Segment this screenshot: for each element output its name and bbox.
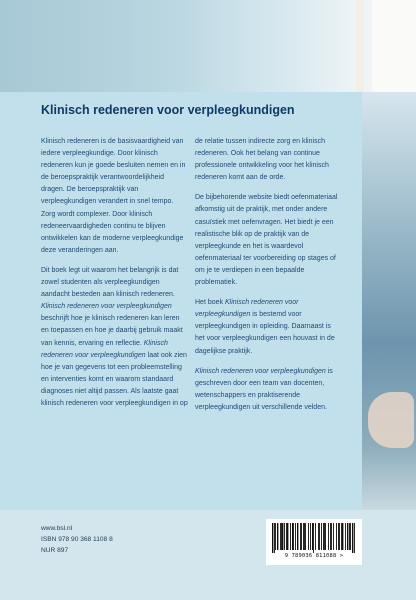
barcode-bar bbox=[342, 523, 343, 550]
barcode-digits: 9 789036 811088 > bbox=[284, 553, 344, 559]
paragraph-text: De bijbehorende website biedt oefenmateriaal afkomstig uit de praktijk, met onder andere casuïstiek met oefenvragen. Het biedt je een realistische blik op de praktijk van de verpleegkunde en het is waardevol oefenmateriaal ter voorbereiding op stages of om je te verdiepen in een bepaalde problematiek. bbox=[195, 194, 338, 287]
cover-footer bbox=[0, 510, 416, 600]
text-column-right bbox=[195, 136, 342, 422]
barcode-bar bbox=[274, 523, 275, 553]
book-title-italic: Klinisch redeneren voor verpleegkundigen bbox=[41, 303, 172, 311]
paragraph-text: Het boek bbox=[195, 299, 225, 307]
barcode-bar bbox=[323, 523, 324, 550]
publisher-website: www.bsl.nl bbox=[41, 525, 73, 532]
barcode-bar bbox=[303, 523, 304, 550]
barcode-bar bbox=[321, 523, 322, 550]
barcode-bar bbox=[305, 523, 306, 550]
barcode-bar bbox=[324, 523, 325, 550]
barcode-bar bbox=[281, 523, 282, 550]
paragraph bbox=[195, 136, 342, 184]
barcode-bar bbox=[290, 523, 291, 550]
barcode-bar bbox=[308, 523, 309, 550]
paragraph bbox=[195, 366, 342, 414]
paragraph bbox=[195, 192, 342, 289]
barcode-bar bbox=[354, 523, 355, 553]
barcode-bar bbox=[331, 523, 332, 550]
barcode-bar bbox=[336, 523, 337, 550]
book-title-italic: Klinisch redeneren voor verpleegkundigen bbox=[41, 339, 168, 359]
barcode-bar bbox=[333, 523, 334, 550]
barcode bbox=[266, 519, 362, 565]
barcode-bar bbox=[293, 523, 294, 550]
barcode-bar bbox=[313, 523, 314, 553]
barcode-bar bbox=[318, 523, 319, 550]
barcode-bar bbox=[325, 523, 326, 550]
barcode-bar bbox=[345, 523, 346, 550]
book-title: Klinisch redeneren voor verpleegkundigen bbox=[41, 103, 295, 117]
paragraph bbox=[41, 136, 188, 257]
barcode-bar bbox=[284, 523, 285, 550]
barcode-bar bbox=[319, 523, 320, 550]
barcode-bar bbox=[338, 523, 339, 550]
text-panel bbox=[0, 92, 362, 510]
paragraph-text: beschrijft hoe je klinisch redeneren kan leren en toepassen en hoe je daarbij gebruik maakt van kennis, ervaring en reflectie. bbox=[41, 315, 183, 347]
paragraph-text: Dit boek legt uit waarom het belangrijk is dat zowel studenten als verpleegkundigen aandacht besteden aan klinisch redeneren. bbox=[41, 266, 179, 299]
barcode-bar bbox=[272, 523, 273, 553]
barcode-bar bbox=[330, 523, 331, 550]
isbn-number: ISBN 978 90 368 1108 8 bbox=[41, 536, 113, 543]
barcode-bar bbox=[280, 523, 281, 550]
text-column-left bbox=[41, 136, 188, 418]
barcode-bar bbox=[277, 523, 278, 550]
paragraph-text: de relatie tussen indirecte zorg en klinisch redeneren. Ook het belang van continue professionele ontwikkeling voor het klinisch redeneren komt aan de orde. bbox=[195, 138, 329, 182]
barcode-bar bbox=[347, 523, 348, 550]
barcode-bar bbox=[286, 523, 287, 550]
barcode-bar bbox=[339, 523, 340, 550]
barcode-bar bbox=[349, 523, 350, 550]
paragraph bbox=[41, 265, 188, 410]
paragraph-text: is geschreven door een team van docenten, wetenschappers en praktiserende verpleegkundigen uit verschillende velden. bbox=[195, 367, 333, 411]
barcode-bar bbox=[328, 523, 329, 550]
book-title-italic: Klinisch redeneren voor verpleegkundigen bbox=[195, 299, 299, 319]
photo-bright-area bbox=[372, 0, 416, 92]
photo-figure bbox=[362, 92, 416, 510]
barcode-bar bbox=[301, 523, 302, 550]
nur-code: NUR 897 bbox=[41, 547, 69, 554]
publication-info bbox=[41, 523, 113, 556]
barcode-bar bbox=[282, 523, 283, 550]
barcode-bar bbox=[341, 523, 342, 550]
barcode-bar bbox=[310, 523, 311, 550]
barcode-bars bbox=[272, 523, 356, 553]
paragraph-text: is bestemd voor verpleegkundigen in opleiding. Daarnaast is het voor verpleegkundigen een houvast in de dagelijkse praktijk. bbox=[195, 311, 335, 355]
barcode-bar bbox=[275, 523, 276, 550]
barcode-bar bbox=[315, 523, 316, 550]
book-title-italic: Klinisch redeneren voor verpleegkundigen bbox=[195, 367, 326, 375]
paragraph-text: Klinisch redeneren is de basisvaardigheid van iedere verpleegkundige. Door klinisch redeneren kun je goede besluiten nemen en in de beroepspraktijk verantwoordelijkheid dragen. De beroepspraktijk van verpleegkundigen verandert in snel tempo. Zorg wordt complexer. Door klinisch redeneervaardigheden continu te blijven ontwikkelen kan de moderne verpleegkundige deze veranderingen aan. bbox=[41, 138, 186, 254]
barcode-bar bbox=[287, 523, 288, 550]
barcode-bar bbox=[304, 523, 305, 550]
barcode-bar bbox=[295, 523, 296, 550]
photo-hand bbox=[368, 392, 414, 448]
paragraph bbox=[195, 297, 342, 357]
cover-photo bbox=[0, 0, 416, 92]
barcode-bar bbox=[297, 523, 298, 550]
barcode-bar bbox=[352, 523, 353, 553]
paragraph-text: laat ook zien hoe je van gegevens tot een probleemstelling en interventies komt en waarom standaard diagnoses niet altijd passen. Als laatste gaat klinisch redeneren voor verpleegkundigen in op bbox=[41, 351, 188, 407]
barcode-bar bbox=[350, 523, 351, 550]
photo-window-frame bbox=[356, 0, 364, 92]
barcode-bar bbox=[300, 523, 301, 550]
